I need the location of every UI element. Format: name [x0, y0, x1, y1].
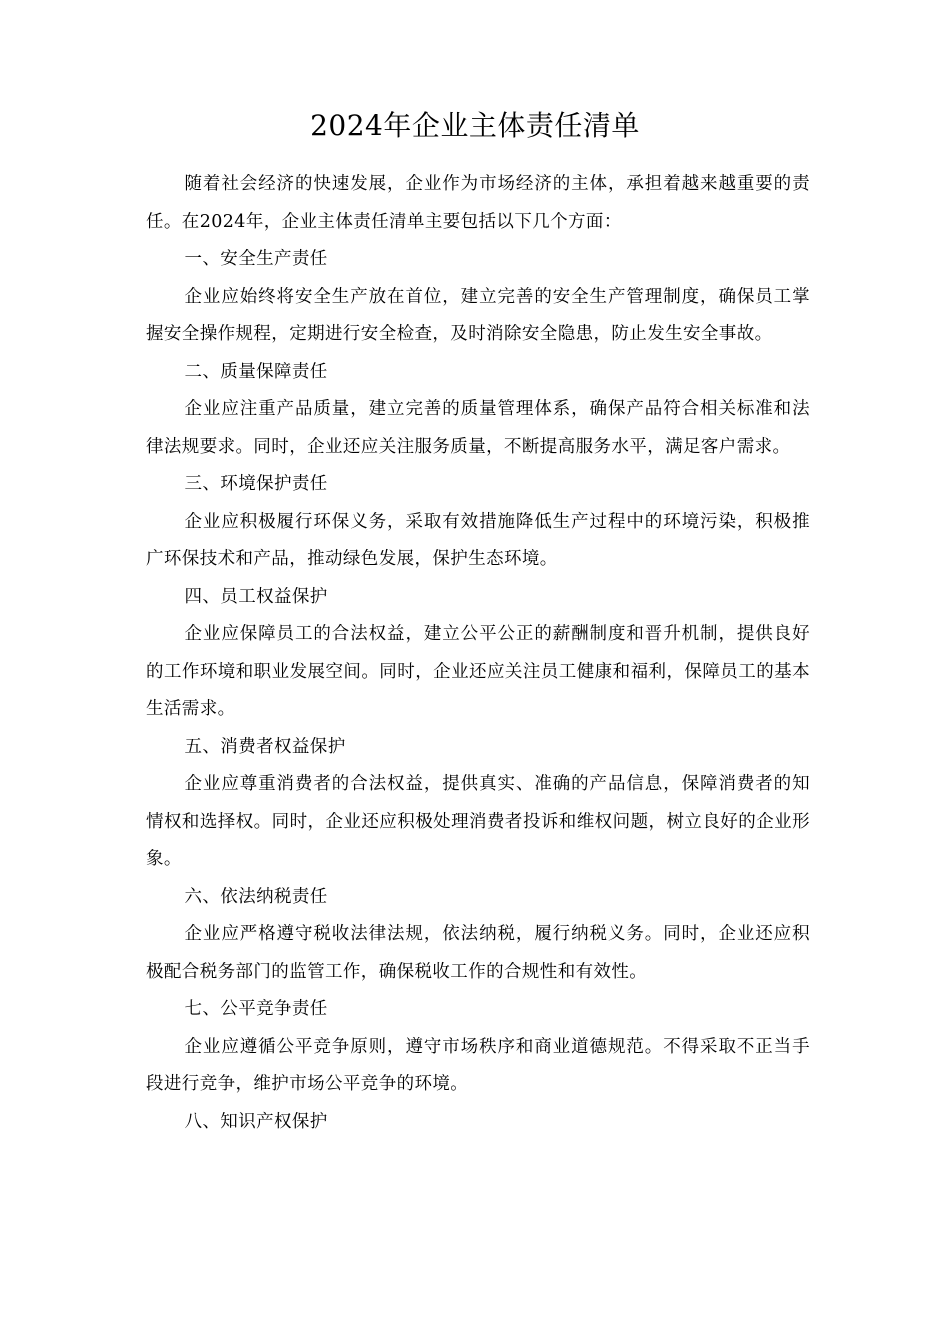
- document-body: [146, 166, 810, 1141]
- section-paragraph: 企业应注重产品质量，建立完善的质量管理体系，确保产品符合相关标准和法律法规要求。同时，企业还应关注服务质量，不断提高服务水平，满足客户需求。: [146, 399, 810, 457]
- section-heading: 一、安全生产责任: [184, 249, 328, 269]
- section-paragraph: 企业应积极履行环保义务，采取有效措施降低生产过程中的环境污染，积极推广环保技术和产品，推动绿色发展，保护生态环境。: [146, 511, 810, 569]
- intro-paragraph: 随着社会经济的快速发展，企业作为市场经济的主体，承担着越来越重要的责任。在2024年，企业主体责任清单主要包括以下几个方面：: [146, 174, 810, 232]
- document-title: 2024年企业主体责任清单: [310, 109, 640, 142]
- section-heading: 六、依法纳税责任: [184, 886, 328, 907]
- section-heading: 八、知识产权保护: [184, 1111, 328, 1132]
- section-heading: 五、消费者权益保护: [184, 736, 346, 757]
- section-paragraph: 企业应遵循公平竞争原则，遵守市场秩序和商业道德规范。不得采取不正当手段进行竞争，维护市场公平竞争的环境。: [146, 1036, 810, 1094]
- section-heading: 三、环境保护责任: [184, 474, 328, 494]
- section-paragraph: 企业应尊重消费者的合法权益，提供真实、准确的产品信息，保障消费者的知情权和选择权。同时，企业还应积极处理消费者投诉和维权问题，树立良好的企业形象。: [146, 774, 810, 869]
- section-paragraph: 企业应保障员工的合法权益，建立公平公正的薪酬制度和晋升机制，提供良好的工作环境和职业发展空间。同时，企业还应关注员工健康和福利，保障员工的基本生活需求。: [146, 624, 810, 719]
- section-paragraph: 企业应严格遵守税收法律法规，依法纳税，履行纳税义务。同时，企业还应积极配合税务部门的监管工作，确保税收工作的合规性和有效性。: [146, 924, 810, 982]
- section-heading: 七、公平竞争责任: [184, 999, 328, 1019]
- section-paragraph: 企业应始终将安全生产放在首位，建立完善的安全生产管理制度，确保员工掌握安全操作规程，定期进行安全检查，及时消除安全隐患，防止发生安全事故。: [146, 286, 810, 344]
- section-heading: 二、质量保障责任: [184, 361, 328, 382]
- section-heading: 四、员工权益保护: [184, 586, 328, 607]
